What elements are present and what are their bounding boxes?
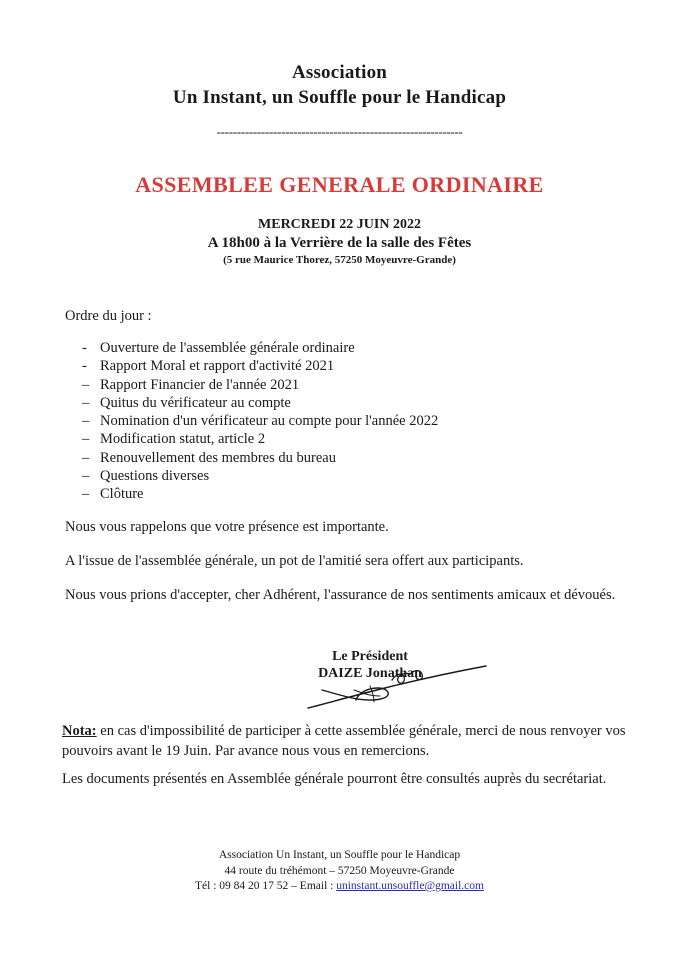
signature-block — [250, 648, 490, 682]
list-item — [65, 412, 625, 430]
document-header — [0, 60, 679, 110]
meeting-time-place: A 18h00 à la Verrière de la salle des Fêtes — [207, 235, 472, 251]
list-item-label: Clôture — [100, 486, 144, 503]
list-item — [65, 430, 625, 448]
list-marker: - — [82, 358, 87, 375]
footer-address: 44 route du tréhémont – 57250 Moyeuvre-Grande — [224, 864, 455, 877]
meeting-address: (5 rue Maurice Thorez, 57250 Moyeuvre-Grande) — [223, 254, 456, 266]
list-item — [65, 467, 625, 485]
documents-paragraph: Les documents présentés en Assemblée générale pourront être consultés auprès du secrétariat. — [62, 771, 607, 787]
body-paragraph-3: Nous vous prions d'accepter, cher Adhérent, l'assurance de nos sentiments amicaux et dévoués. — [65, 587, 616, 603]
list-item-label: Modification statut, article 2 — [100, 431, 266, 448]
list-marker: - — [82, 340, 87, 356]
nota-text: en cas d'impossibilité de participer à cette assemblée générale, merci de nous renvoyer vos pouvoirs avant le 19 Juin. Par avance nous vous en remercions. — [62, 723, 626, 759]
page-title: ASSEMBLEE GENERALE ORDINAIRE — [135, 172, 544, 197]
list-item-label: Rapport Moral et rapport d'activité 2021 — [100, 358, 335, 375]
list-marker: – — [82, 486, 90, 503]
nota-label: Nota: — [62, 723, 97, 739]
list-marker: – — [82, 394, 90, 411]
association-title-line2: Un Instant, un Souffle pour le Handicap — [172, 87, 507, 108]
list-marker: – — [82, 413, 90, 430]
nota-paragraph — [62, 722, 627, 761]
list-item — [65, 339, 625, 357]
list-item-label: Questions diverses — [100, 468, 210, 485]
list-item-label: Renouvellement des membres du bureau — [100, 449, 336, 466]
dashed-divider: ------------------------------------------------------------- — [216, 124, 463, 139]
agenda-label: Ordre du jour : — [65, 308, 152, 324]
list-item — [65, 485, 625, 503]
list-item — [65, 394, 625, 412]
list-marker: – — [82, 449, 90, 466]
signatory-role: Le Président — [332, 649, 408, 664]
agenda-list — [65, 339, 625, 504]
list-marker: – — [82, 431, 90, 448]
footer-contact-line — [0, 879, 679, 895]
list-item — [65, 449, 625, 467]
list-item-label: Ouverture de l'assemblée générale ordinaire — [100, 340, 355, 356]
meeting-date: MERCREDI 22 JUIN 2022 — [258, 217, 421, 232]
list-marker: – — [82, 376, 90, 393]
body-paragraph-2: A l'issue de l'assemblée générale, un pot de l'amitié sera offert aux participants. — [65, 553, 524, 569]
footer-email-link[interactable]: uninstant.unsouffle@gmail.com — [336, 880, 484, 892]
list-item-label: Quitus du vérificateur au compte — [100, 394, 291, 411]
list-item — [65, 376, 625, 394]
list-item-label: Rapport Financier de l'année 2021 — [100, 376, 300, 393]
signatory-name: DAIZE Jonathan — [318, 666, 422, 681]
body-paragraph-1: Nous vous rappelons que votre présence est importante. — [65, 519, 389, 535]
list-item-label: Nomination d'un vérificateur au compte pour l'année 2022 — [100, 413, 439, 430]
document-footer — [0, 848, 679, 895]
list-marker: – — [82, 468, 90, 485]
footer-phone: Tél : 09 84 20 17 52 – Email : — [195, 880, 337, 892]
footer-association-name: Association Un Instant, un Souffle pour le Handicap — [218, 849, 461, 861]
association-title-line1: Association — [291, 62, 388, 83]
list-item — [65, 357, 625, 375]
meeting-details — [0, 216, 679, 268]
